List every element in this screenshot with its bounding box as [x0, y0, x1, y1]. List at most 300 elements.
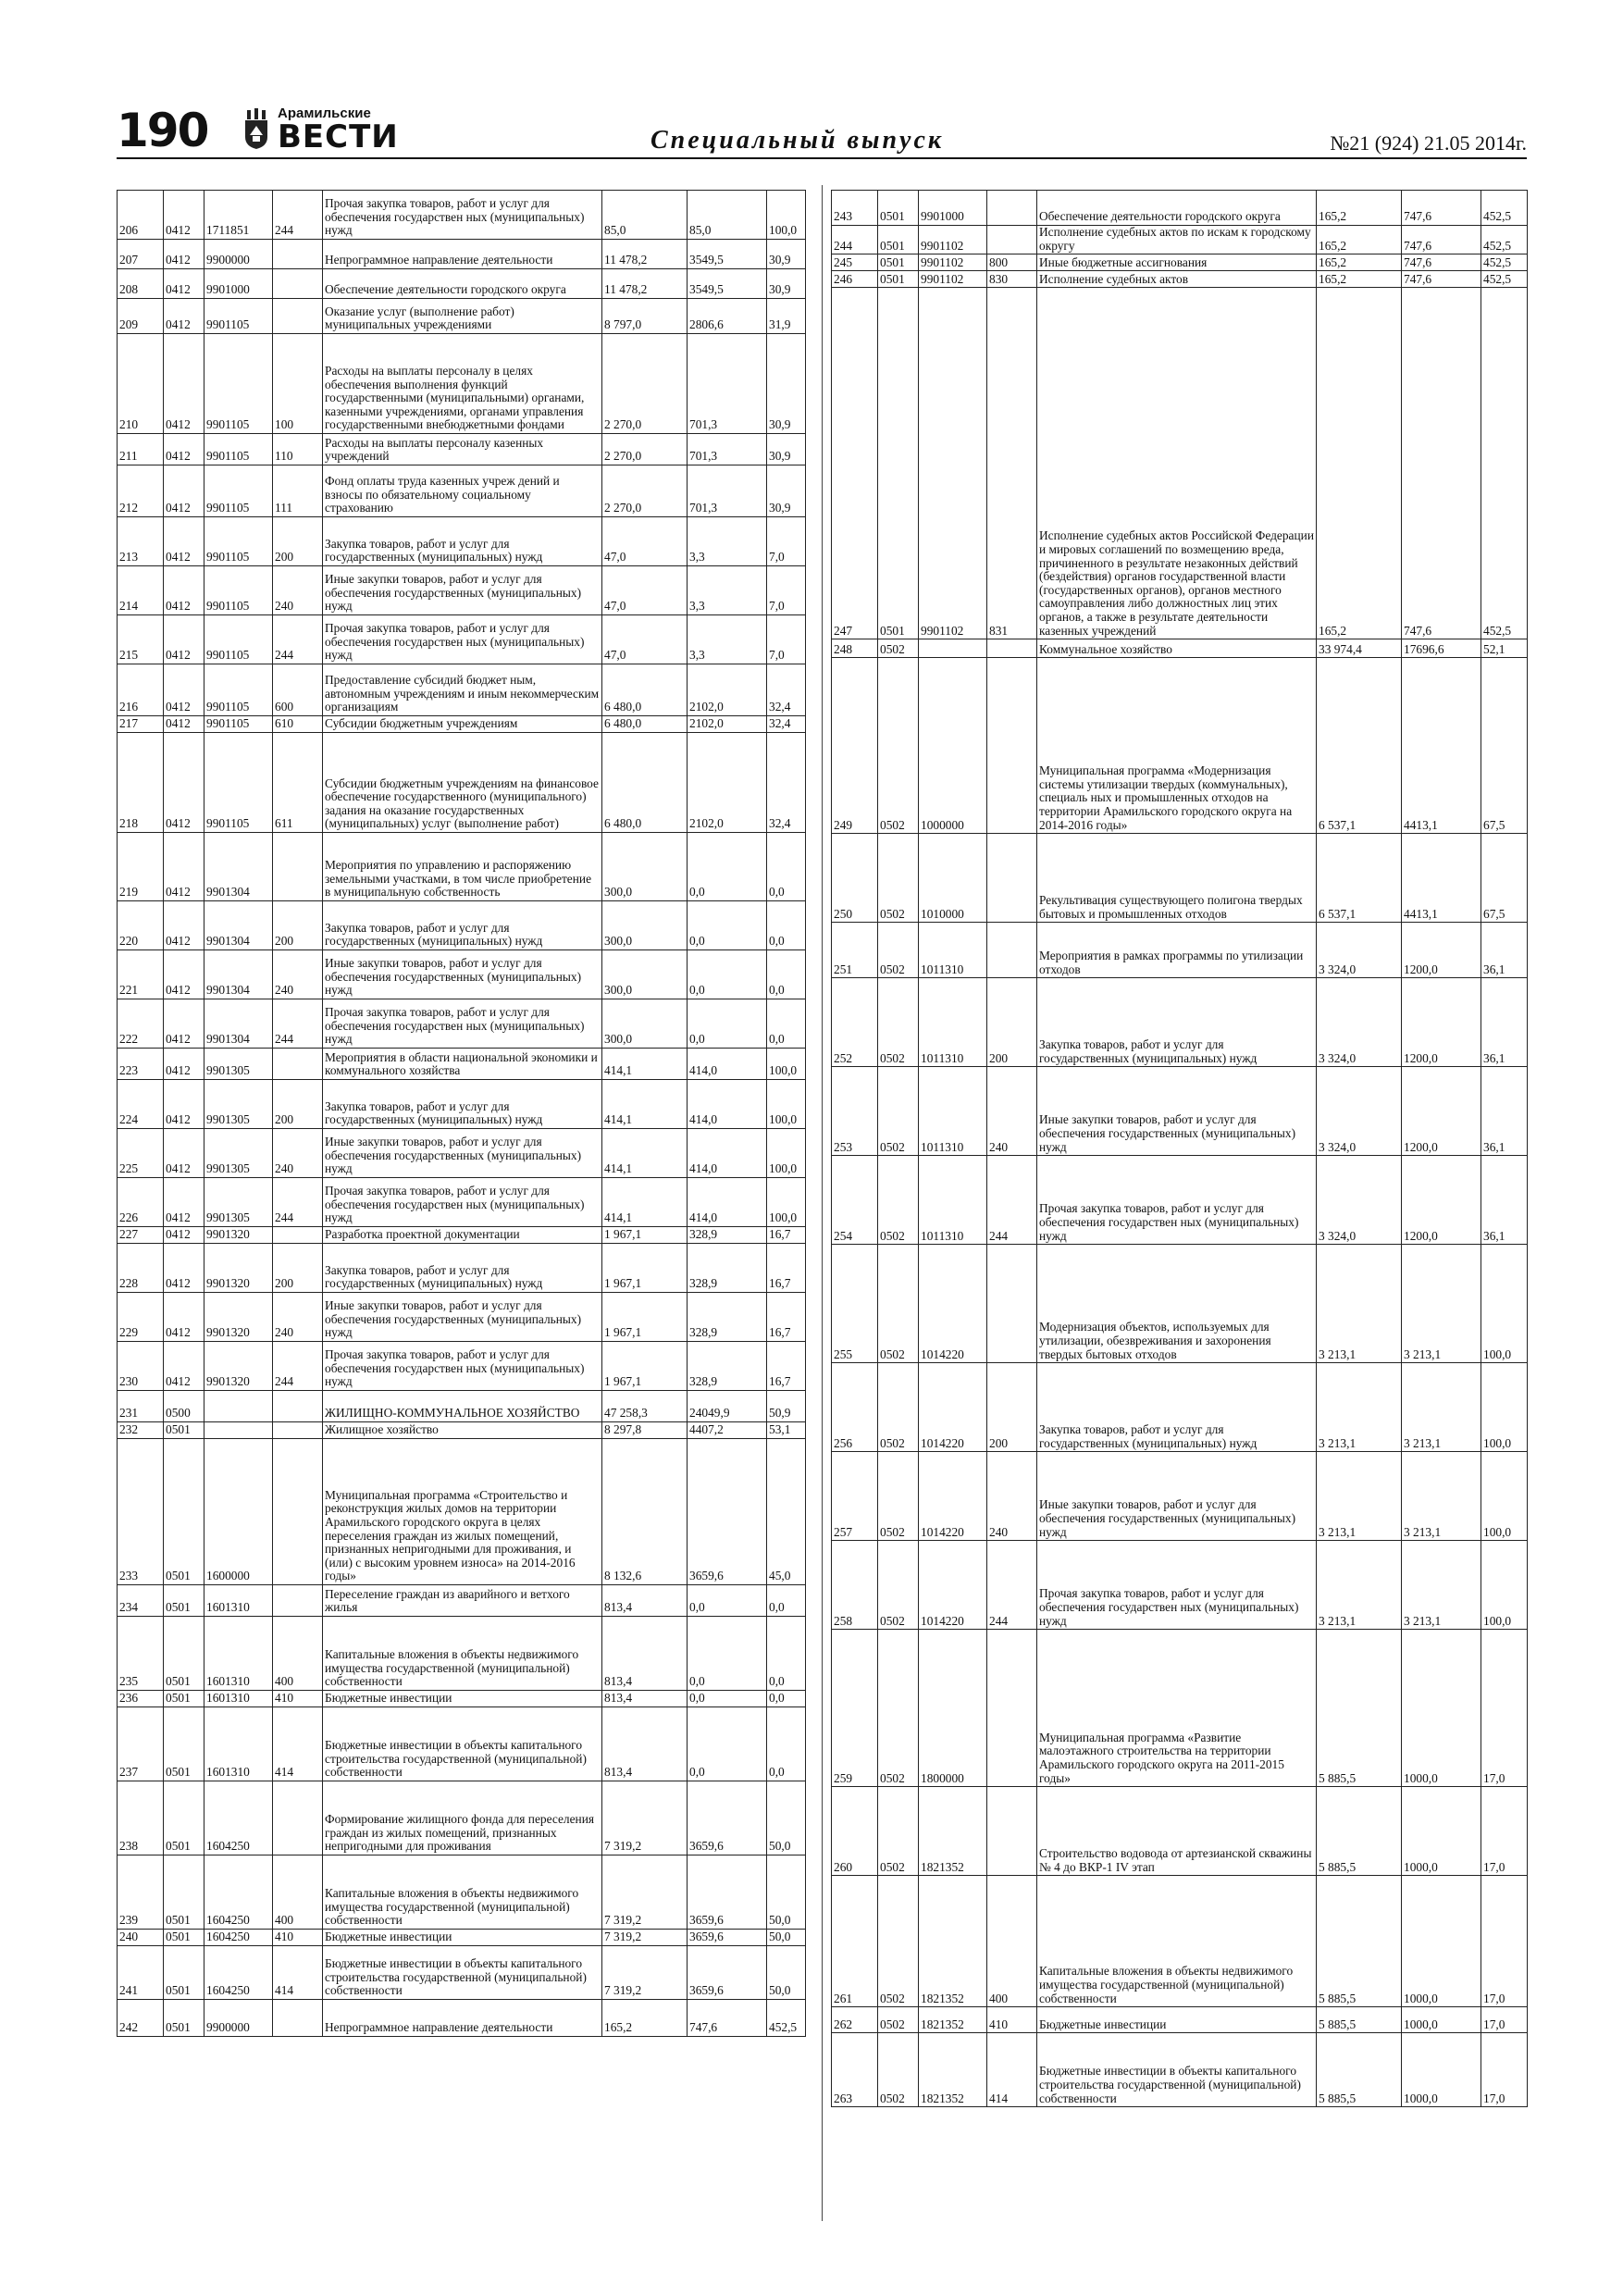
table-row: [118, 1855, 806, 1930]
cell-percent: 30,9: [767, 334, 806, 434]
cell-row-number: 212: [118, 465, 164, 517]
cell-target-code: 1011310: [919, 923, 987, 978]
cell-expense-type: 830: [987, 271, 1037, 288]
cell-plan-amount: 5 885,5: [1317, 2007, 1402, 2033]
table-row: [118, 1129, 806, 1178]
cell-percent: 30,9: [767, 240, 806, 269]
cell-description: Капитальные вложения в объекты недвижимого имущества государственной (муниципальной) собственности: [1037, 1876, 1317, 2007]
cell-description: Мероприятия по управлению и распоряжению земельными участками, в том числе приобретение в муниципальную собственность: [323, 833, 602, 901]
cell-expense-type: [273, 269, 323, 299]
table-row: [118, 1439, 806, 1585]
cell-plan-amount: 414,1: [602, 1178, 688, 1227]
table-row: [118, 1617, 806, 1691]
cell-section-code: 0501: [878, 226, 919, 254]
cell-expense-type: 410: [273, 1930, 323, 1946]
cell-row-number: 246: [832, 271, 878, 288]
cell-expense-type: 200: [273, 1244, 323, 1293]
cell-expense-type: [987, 658, 1037, 834]
cell-percent: 452,5: [1481, 254, 1528, 271]
cell-row-number: 223: [118, 1049, 164, 1080]
cell-section-code: 0501: [164, 1855, 204, 1930]
cell-plan-amount: 3 213,1: [1317, 1541, 1402, 1630]
cell-target-code: 1010000: [919, 834, 987, 923]
table-row: [118, 434, 806, 465]
cell-actual-amount: 0,0: [688, 1585, 767, 1617]
cell-actual-amount: 2102,0: [688, 716, 767, 733]
cell-row-number: 242: [118, 2000, 164, 2037]
cell-target-code: 9901304: [204, 999, 273, 1049]
cell-plan-amount: 7 319,2: [602, 1930, 688, 1946]
cell-row-number: 224: [118, 1080, 164, 1129]
cell-actual-amount: 701,3: [688, 334, 767, 434]
cell-target-code: [919, 639, 987, 658]
cell-expense-type: 240: [273, 566, 323, 615]
cell-expense-type: [987, 1630, 1037, 1787]
cell-percent: 67,5: [1481, 658, 1528, 834]
cell-target-code: 1601310: [204, 1691, 273, 1707]
cell-row-number: 231: [118, 1391, 164, 1422]
cell-percent: 36,1: [1481, 923, 1528, 978]
cell-percent: 50,0: [767, 1946, 806, 2000]
cell-description: Прочая закупка товаров, работ и услуг для обеспечения государствен ных (муниципальных) нужд: [323, 1342, 602, 1391]
cell-actual-amount: 2102,0: [688, 664, 767, 716]
cell-actual-amount: 328,9: [688, 1342, 767, 1391]
cell-description: Жилищное хозяйство: [323, 1422, 602, 1439]
cell-target-code: 1600000: [204, 1439, 273, 1585]
cell-percent: 100,0: [1481, 1452, 1528, 1541]
cell-description: Строительство водовода от артезианской скважины № 4 до ВКР-1 IV этап: [1037, 1787, 1317, 1876]
cell-percent: 100,0: [1481, 1541, 1528, 1630]
cell-section-code: 0502: [878, 923, 919, 978]
cell-section-code: 0412: [164, 1178, 204, 1227]
cell-description: Закупка товаров, работ и услуг для государственных (муниципальных) нужд: [323, 1080, 602, 1129]
cell-expense-type: 240: [273, 1293, 323, 1342]
cell-actual-amount: 3659,6: [688, 1855, 767, 1930]
cell-actual-amount: 747,6: [1402, 191, 1481, 226]
cell-expense-type: [273, 1391, 323, 1422]
cell-plan-amount: 813,4: [602, 1617, 688, 1691]
cell-row-number: 214: [118, 566, 164, 615]
cell-description: Разработка проектной документации: [323, 1227, 602, 1244]
cell-percent: 32,4: [767, 664, 806, 716]
cell-expense-type: 400: [987, 1876, 1037, 2007]
cell-plan-amount: 11 478,2: [602, 269, 688, 299]
cell-actual-amount: 1000,0: [1402, 1630, 1481, 1787]
table-row: [118, 566, 806, 615]
cell-target-code: 9901102: [919, 254, 987, 271]
cell-plan-amount: 414,1: [602, 1049, 688, 1080]
cell-row-number: 228: [118, 1244, 164, 1293]
cell-expense-type: 244: [987, 1156, 1037, 1245]
table-row: [118, 2000, 806, 2037]
cell-description: Коммунальное хозяйство: [1037, 639, 1317, 658]
cell-expense-type: 244: [273, 999, 323, 1049]
cell-plan-amount: 165,2: [1317, 191, 1402, 226]
cell-description: Оказание услуг (выполнение работ) муниципальных учреждениями: [323, 299, 602, 334]
cell-description: Расходы на выплаты персоналу в целях обеспечения выполнения функций государственными (муниципальными) органами, казенными учреждениями, органами управления государственными внебюджетными фондами: [323, 334, 602, 434]
cell-expense-type: [273, 1585, 323, 1617]
table-row: [118, 1244, 806, 1293]
cell-plan-amount: 1 967,1: [602, 1244, 688, 1293]
cell-actual-amount: 3,3: [688, 517, 767, 566]
cell-percent: 53,1: [767, 1422, 806, 1439]
cell-expense-type: 414: [987, 2033, 1037, 2107]
table-row: [832, 923, 1528, 978]
cell-target-code: 1601310: [204, 1585, 273, 1617]
cell-section-code: 0412: [164, 1342, 204, 1391]
cell-plan-amount: 165,2: [1317, 271, 1402, 288]
cell-expense-type: [987, 191, 1037, 226]
cell-expense-type: 244: [273, 1178, 323, 1227]
cell-expense-type: 244: [987, 1541, 1037, 1630]
cell-target-code: 9901105: [204, 566, 273, 615]
cell-actual-amount: 3659,6: [688, 1930, 767, 1946]
cell-section-code: 0502: [878, 978, 919, 1067]
table-row: [118, 1691, 806, 1707]
cell-expense-type: 240: [273, 950, 323, 999]
cell-actual-amount: 747,6: [688, 2000, 767, 2037]
cell-actual-amount: 2806,6: [688, 299, 767, 334]
cell-plan-amount: 3 213,1: [1317, 1363, 1402, 1452]
table-row: [832, 1876, 1528, 2007]
cell-expense-type: 831: [987, 288, 1037, 639]
table-row: [118, 1781, 806, 1855]
table-row: [118, 1049, 806, 1080]
table-row: [118, 615, 806, 664]
cell-plan-amount: 300,0: [602, 901, 688, 950]
cell-percent: 452,5: [1481, 226, 1528, 254]
cell-percent: 0,0: [767, 901, 806, 950]
cell-percent: 7,0: [767, 615, 806, 664]
cell-actual-amount: 747,6: [1402, 288, 1481, 639]
table-row: [832, 254, 1528, 271]
cell-row-number: 245: [832, 254, 878, 271]
cell-row-number: 232: [118, 1422, 164, 1439]
cell-section-code: 0502: [878, 1630, 919, 1787]
cell-plan-amount: 5 885,5: [1317, 2033, 1402, 2107]
cell-plan-amount: 2 270,0: [602, 465, 688, 517]
cell-row-number: 244: [832, 226, 878, 254]
cell-target-code: 9901305: [204, 1080, 273, 1129]
cell-percent: 7,0: [767, 517, 806, 566]
cell-target-code: 9901105: [204, 465, 273, 517]
cell-section-code: 0412: [164, 1227, 204, 1244]
cell-actual-amount: 3 213,1: [1402, 1363, 1481, 1452]
cell-plan-amount: 6 480,0: [602, 664, 688, 716]
cell-target-code: 9901305: [204, 1049, 273, 1080]
cell-plan-amount: 6 537,1: [1317, 834, 1402, 923]
cell-target-code: 1821352: [919, 1787, 987, 1876]
cell-plan-amount: 5 885,5: [1317, 1630, 1402, 1787]
table-row: [832, 1067, 1528, 1156]
cell-percent: 67,5: [1481, 834, 1528, 923]
cell-expense-type: 410: [273, 1691, 323, 1707]
cell-percent: 16,7: [767, 1342, 806, 1391]
table-row: [832, 1630, 1528, 1787]
cell-section-code: 0412: [164, 465, 204, 517]
cell-target-code: 1011310: [919, 978, 987, 1067]
cell-description: Обеспечение деятельности городского округа: [1037, 191, 1317, 226]
cell-target-code: 9901105: [204, 733, 273, 833]
cell-section-code: 0502: [878, 834, 919, 923]
cell-actual-amount: 24049,9: [688, 1391, 767, 1422]
cell-percent: 7,0: [767, 566, 806, 615]
cell-row-number: 238: [118, 1781, 164, 1855]
cell-percent: 0,0: [767, 1691, 806, 1707]
cell-section-code: 0501: [878, 254, 919, 271]
cell-target-code: 9901000: [919, 191, 987, 226]
cell-row-number: 225: [118, 1129, 164, 1178]
cell-actual-amount: 17696,6: [1402, 639, 1481, 658]
cell-section-code: 0412: [164, 269, 204, 299]
cell-description: Бюджетные инвестиции в объекты капитального строительства государственной (муниципальной) собственности: [1037, 2033, 1317, 2107]
brand-subtitle: Арамильские: [278, 105, 371, 121]
cell-plan-amount: 7 319,2: [602, 1781, 688, 1855]
cell-actual-amount: 85,0: [688, 191, 767, 240]
cell-actual-amount: 4413,1: [1402, 658, 1481, 834]
page-number: 190: [117, 104, 208, 157]
cell-target-code: 9901105: [204, 434, 273, 465]
cell-expense-type: 100: [273, 334, 323, 434]
cell-actual-amount: 1200,0: [1402, 978, 1481, 1067]
cell-expense-type: 244: [273, 1342, 323, 1391]
cell-row-number: 220: [118, 901, 164, 950]
cell-target-code: 1014220: [919, 1363, 987, 1452]
cell-row-number: 229: [118, 1293, 164, 1342]
cell-plan-amount: 5 885,5: [1317, 1876, 1402, 2007]
cell-section-code: 0502: [878, 1452, 919, 1541]
cell-percent: 17,0: [1481, 1630, 1528, 1787]
table-row: [832, 658, 1528, 834]
cell-actual-amount: 328,9: [688, 1293, 767, 1342]
cell-description: Иные закупки товаров, работ и услуг для обеспечения государственных (муниципальных) нужд: [323, 566, 602, 615]
cell-percent: 36,1: [1481, 978, 1528, 1067]
cell-description: Переселение граждан из аварийного и ветхого жилья: [323, 1585, 602, 1617]
cell-plan-amount: 1 967,1: [602, 1293, 688, 1342]
cell-section-code: 0412: [164, 299, 204, 334]
table-row: [118, 1342, 806, 1391]
table-row: [118, 1930, 806, 1946]
cell-target-code: 9901320: [204, 1244, 273, 1293]
cell-plan-amount: 813,4: [602, 1707, 688, 1781]
cell-target-code: 9901305: [204, 1129, 273, 1178]
cell-actual-amount: 1000,0: [1402, 2007, 1481, 2033]
cell-row-number: 221: [118, 950, 164, 999]
cell-description: Расходы на выплаты персоналу казенных учреждений: [323, 434, 602, 465]
cell-row-number: 236: [118, 1691, 164, 1707]
table-row: [118, 465, 806, 517]
table-row: [118, 950, 806, 999]
cell-section-code: 0412: [164, 1080, 204, 1129]
cell-description: Бюджетные инвестиции: [1037, 2007, 1317, 2033]
cell-description: Модернизация объектов, используемых для утилизации, обезвреживания и захоронения твердых бытовых отходов: [1037, 1245, 1317, 1363]
cell-target-code: 9901105: [204, 615, 273, 664]
cell-percent: 0,0: [767, 999, 806, 1049]
cell-section-code: 0501: [164, 1707, 204, 1781]
cell-description: Обеспечение деятельности городского округа: [323, 269, 602, 299]
cell-description: Предоставление субсидий бюджет ным, автономным учреждениям и иным некоммерческим организациям: [323, 664, 602, 716]
cell-plan-amount: 3 324,0: [1317, 923, 1402, 978]
cell-description: Бюджетные инвестиции в объекты капитального строительства государственной (муниципальной) собственности: [323, 1946, 602, 2000]
cell-row-number: 222: [118, 999, 164, 1049]
cell-section-code: 0412: [164, 240, 204, 269]
cell-expense-type: 600: [273, 664, 323, 716]
cell-actual-amount: 0,0: [688, 999, 767, 1049]
cell-expense-type: [273, 240, 323, 269]
cell-actual-amount: 3 213,1: [1402, 1245, 1481, 1363]
cell-section-code: 0502: [878, 1156, 919, 1245]
cell-plan-amount: 85,0: [602, 191, 688, 240]
table-row: [118, 1293, 806, 1342]
cell-section-code: 0502: [878, 658, 919, 834]
cell-row-number: 258: [832, 1541, 878, 1630]
cell-actual-amount: 328,9: [688, 1227, 767, 1244]
cell-percent: 100,0: [767, 191, 806, 240]
table-row: [832, 288, 1528, 639]
cell-row-number: 208: [118, 269, 164, 299]
cell-target-code: 1821352: [919, 1876, 987, 2007]
cell-section-code: 0501: [878, 288, 919, 639]
cell-plan-amount: 813,4: [602, 1585, 688, 1617]
table-row: [832, 191, 1528, 226]
cell-section-code: 0412: [164, 1244, 204, 1293]
cell-description: Бюджетные инвестиции: [323, 1691, 602, 1707]
cell-row-number: 240: [118, 1930, 164, 1946]
cell-section-code: 0502: [878, 2007, 919, 2033]
cell-section-code: 0501: [164, 2000, 204, 2037]
cell-description: Формирование жилищного фонда для переселения граждан из жилых помещений, признанных непригодными для проживания: [323, 1781, 602, 1855]
cell-row-number: 260: [832, 1787, 878, 1876]
cell-actual-amount: 3549,5: [688, 240, 767, 269]
cell-expense-type: 240: [273, 1129, 323, 1178]
cell-actual-amount: 4407,2: [688, 1422, 767, 1439]
cell-plan-amount: 11 478,2: [602, 240, 688, 269]
cell-target-code: 1014220: [919, 1245, 987, 1363]
cell-actual-amount: 3659,6: [688, 1439, 767, 1585]
cell-actual-amount: 1000,0: [1402, 1787, 1481, 1876]
table-row: [832, 639, 1528, 658]
cell-section-code: 0502: [878, 1541, 919, 1630]
cell-target-code: 1604250: [204, 1781, 273, 1855]
cell-section-code: 0412: [164, 517, 204, 566]
cell-plan-amount: 813,4: [602, 1691, 688, 1707]
table-row: [118, 833, 806, 901]
cell-plan-amount: 414,1: [602, 1129, 688, 1178]
cell-actual-amount: 747,6: [1402, 271, 1481, 288]
cell-percent: 452,5: [767, 2000, 806, 2037]
cell-percent: 100,0: [767, 1129, 806, 1178]
cell-target-code: 9900000: [204, 2000, 273, 2037]
cell-target-code: 1711851: [204, 191, 273, 240]
cell-section-code: 0412: [164, 191, 204, 240]
issue-info: №21 (924) 21.05 2014г.: [1330, 131, 1527, 155]
cell-actual-amount: 0,0: [688, 901, 767, 950]
brand-title: ВЕСТИ: [278, 118, 399, 155]
cell-section-code: 0501: [878, 191, 919, 226]
cell-plan-amount: 8 797,0: [602, 299, 688, 334]
cell-description: Муниципальная программа «Строительство и реконструкция жилых домов на территории Арамильского городского округа в целях переселения граждан из жилых помещений, признанных непригодными для проживания, и (или) с высоким уровнем износа» на 2014-2016 годы»: [323, 1439, 602, 1585]
cell-expense-type: 244: [273, 191, 323, 240]
cell-description: Закупка товаров, работ и услуг для государственных (муниципальных) нужд: [323, 1244, 602, 1293]
cell-section-code: 0412: [164, 1129, 204, 1178]
cell-target-code: 9901305: [204, 1178, 273, 1227]
cell-expense-type: 244: [273, 615, 323, 664]
cell-expense-type: 240: [987, 1067, 1037, 1156]
cell-percent: 50,0: [767, 1781, 806, 1855]
cell-row-number: 215: [118, 615, 164, 664]
cell-target-code: 1604250: [204, 1946, 273, 2000]
cell-description: Прочая закупка товаров, работ и услуг для обеспечения государствен ных (муниципальных) нужд: [323, 1178, 602, 1227]
cell-description: Иные закупки товаров, работ и услуг для обеспечения государственных (муниципальных) нужд: [323, 950, 602, 999]
cell-expense-type: [273, 299, 323, 334]
cell-description: Исполнение судебных актов Российской Федерации и мировых соглашений по возмещению вреда, причиненного в результате незаконных действий (бездействия) органов государственной власти (государственных органов), органов местного самоуправления либо должностных лиц этих органов, а также в результате деятельности казенных учреждений: [1037, 288, 1317, 639]
cell-plan-amount: 5 885,5: [1317, 1787, 1402, 1876]
cell-row-number: 219: [118, 833, 164, 901]
cell-section-code: 0412: [164, 1049, 204, 1080]
cell-plan-amount: 2 270,0: [602, 334, 688, 434]
cell-row-number: 241: [118, 1946, 164, 2000]
table-row: [118, 901, 806, 950]
cell-expense-type: [987, 1787, 1037, 1876]
cell-section-code: 0501: [878, 271, 919, 288]
table-row: [118, 517, 806, 566]
cell-section-code: 0412: [164, 733, 204, 833]
cell-percent: 36,1: [1481, 1156, 1528, 1245]
cell-actual-amount: 1200,0: [1402, 1067, 1481, 1156]
cell-description: Прочая закупка товаров, работ и услуг для обеспечения государствен ных (муниципальных) нужд: [323, 615, 602, 664]
cell-percent: 0,0: [767, 833, 806, 901]
cell-description: Иные закупки товаров, работ и услуг для обеспечения государственных (муниципальных) нужд: [323, 1129, 602, 1178]
section-title: Специальный выпуск: [650, 126, 945, 155]
cell-plan-amount: 47 258,3: [602, 1391, 688, 1422]
cell-plan-amount: 8 132,6: [602, 1439, 688, 1585]
cell-description: Закупка товаров, работ и услуг для государственных (муниципальных) нужд: [323, 517, 602, 566]
cell-plan-amount: 414,1: [602, 1080, 688, 1129]
cell-description: Фонд оплаты труда казенных учреж дений и взносы по обязательному социальному страхованию: [323, 465, 602, 517]
cell-actual-amount: 3,3: [688, 566, 767, 615]
cell-percent: 17,0: [1481, 1787, 1528, 1876]
cell-description: Прочая закупка товаров, работ и услуг для обеспечения государствен ных (муниципальных) нужд: [323, 191, 602, 240]
cell-description: Прочая закупка товаров, работ и услуг для обеспечения государствен ных (муниципальных) нужд: [1037, 1541, 1317, 1630]
cell-section-code: 0412: [164, 833, 204, 901]
table-row: [832, 1541, 1528, 1630]
cell-target-code: 9901304: [204, 833, 273, 901]
cell-actual-amount: 328,9: [688, 1244, 767, 1293]
cell-row-number: 213: [118, 517, 164, 566]
cell-target-code: 9901102: [919, 288, 987, 639]
cell-target-code: 9900000: [204, 240, 273, 269]
cell-plan-amount: 47,0: [602, 566, 688, 615]
cell-row-number: 235: [118, 1617, 164, 1691]
cell-target-code: 1000000: [919, 658, 987, 834]
cell-description: Непрограммное направление деятельности: [323, 2000, 602, 2037]
cell-row-number: 217: [118, 716, 164, 733]
cell-actual-amount: 1200,0: [1402, 1156, 1481, 1245]
cell-actual-amount: 3,3: [688, 615, 767, 664]
cell-row-number: 252: [832, 978, 878, 1067]
cell-percent: 16,7: [767, 1244, 806, 1293]
cell-expense-type: 200: [987, 978, 1037, 1067]
cell-plan-amount: 1 967,1: [602, 1342, 688, 1391]
cell-section-code: 0501: [164, 1585, 204, 1617]
cell-description: Исполнение судебных актов: [1037, 271, 1317, 288]
cell-plan-amount: 3 324,0: [1317, 1156, 1402, 1245]
table-row: [118, 240, 806, 269]
table-row: [832, 1363, 1528, 1452]
cell-percent: 0,0: [767, 1617, 806, 1691]
table-row: [118, 1585, 806, 1617]
cell-description: Бюджетные инвестиции в объекты капитального строительства государственной (муниципальной) собственности: [323, 1707, 602, 1781]
